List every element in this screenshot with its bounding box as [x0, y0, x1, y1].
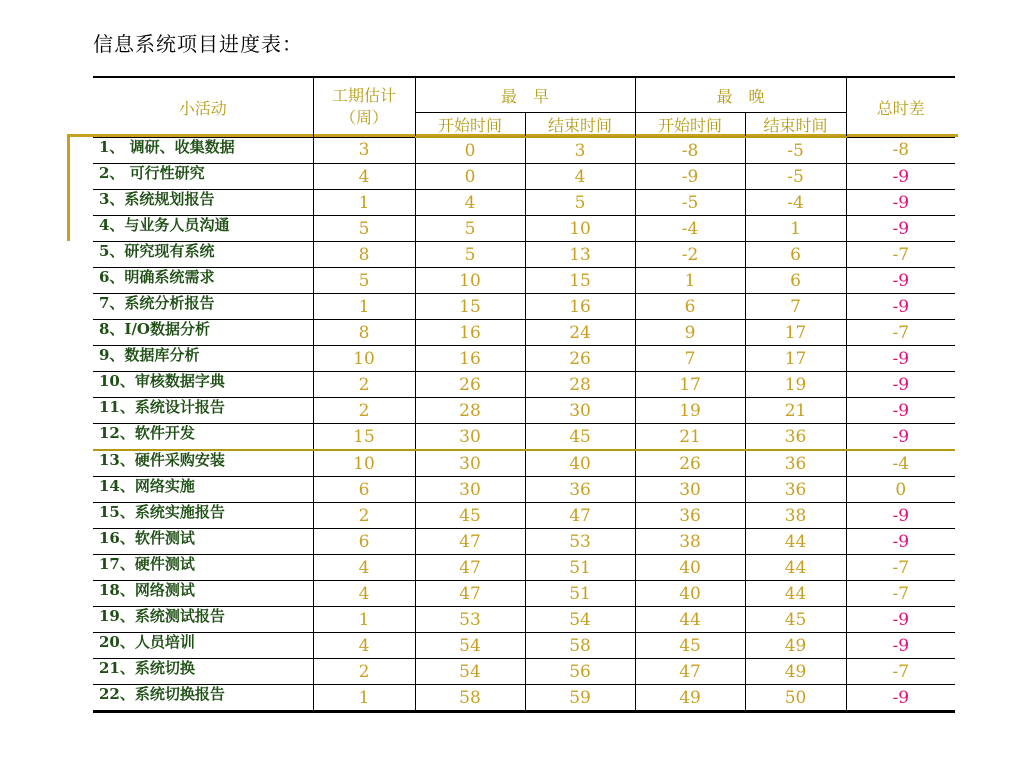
activity-cell: 13、硬件采购安装 [93, 450, 313, 477]
header-earliest-start: 开始时间 [415, 113, 525, 138]
duration-cell: 4 [313, 555, 415, 581]
earliest-start-cell: 16 [415, 320, 525, 346]
table-row [93, 137, 955, 164]
table-row [93, 659, 955, 685]
latest-start-cell: -4 [635, 216, 745, 242]
earliest-start-cell: 0 [415, 137, 525, 164]
latest-finish-cell: 17 [745, 346, 846, 372]
table-row [93, 529, 955, 555]
latest-start-cell: 40 [635, 581, 745, 607]
latest-finish-cell: -4 [745, 190, 846, 216]
latest-start-cell: -8 [635, 137, 745, 164]
activity-cell: 20、人员培训 [93, 633, 313, 659]
table-row [93, 398, 955, 424]
latest-finish-cell: 49 [745, 659, 846, 685]
activity-cell: 2、 可行性研究 [93, 164, 313, 190]
duration-cell: 5 [313, 216, 415, 242]
table-row [93, 268, 955, 294]
latest-finish-cell: 38 [745, 503, 846, 529]
duration-cell: 1 [313, 190, 415, 216]
activity-cell: 19、系统测试报告 [93, 607, 313, 633]
duration-cell: 2 [313, 659, 415, 685]
header-latest-start: 开始时间 [635, 113, 745, 138]
earliest-start-cell: 15 [415, 294, 525, 320]
latest-finish-cell: 44 [745, 581, 846, 607]
latest-start-cell: 40 [635, 555, 745, 581]
earliest-finish-cell: 56 [525, 659, 635, 685]
activity-cell: 5、研究现有系统 [93, 242, 313, 268]
activity-cell: 14、网络实施 [93, 477, 313, 503]
earliest-start-cell: 30 [415, 450, 525, 477]
duration-cell: 1 [313, 685, 415, 712]
activity-cell: 15、系统实施报告 [93, 503, 313, 529]
header-duration [313, 77, 415, 137]
total-float-cell: 0 [846, 477, 955, 503]
activity-cell: 8、I/O数据分析 [93, 320, 313, 346]
activity-cell: 12、软件开发 [93, 424, 313, 451]
header-latest: 最 晚 [635, 77, 846, 113]
earliest-start-cell: 30 [415, 424, 525, 451]
table-row [93, 685, 955, 712]
table-row [93, 242, 955, 268]
duration-cell: 5 [313, 268, 415, 294]
table-row [93, 424, 955, 451]
header-activity: 小活动 [93, 77, 313, 137]
earliest-start-cell: 47 [415, 529, 525, 555]
earliest-start-cell: 4 [415, 190, 525, 216]
table-row [93, 581, 955, 607]
duration-cell: 4 [313, 581, 415, 607]
earliest-finish-cell: 4 [525, 164, 635, 190]
duration-cell: 4 [313, 633, 415, 659]
latest-finish-cell: 36 [745, 477, 846, 503]
earliest-start-cell: 26 [415, 372, 525, 398]
latest-start-cell: 9 [635, 320, 745, 346]
earliest-start-cell: 45 [415, 503, 525, 529]
earliest-finish-cell: 13 [525, 242, 635, 268]
header-total-float: 总时差 [846, 77, 955, 137]
latest-finish-cell: 21 [745, 398, 846, 424]
earliest-finish-cell: 40 [525, 450, 635, 477]
latest-finish-cell: -5 [745, 164, 846, 190]
duration-cell: 6 [313, 477, 415, 503]
table-row [93, 477, 955, 503]
earliest-finish-cell: 28 [525, 372, 635, 398]
total-float-cell: -7 [846, 320, 955, 346]
total-float-cell: -9 [846, 164, 955, 190]
latest-start-cell: -9 [635, 164, 745, 190]
activity-cell: 6、明确系统需求 [93, 268, 313, 294]
earliest-finish-cell: 47 [525, 503, 635, 529]
table-row [93, 320, 955, 346]
activity-cell: 17、硬件测试 [93, 555, 313, 581]
page-title: 信息系统项目进度表： [93, 32, 303, 56]
latest-start-cell: 30 [635, 477, 745, 503]
latest-finish-cell: -5 [745, 137, 846, 164]
table-row [93, 450, 955, 477]
latest-finish-cell: 7 [745, 294, 846, 320]
activity-cell: 3、系统规划报告 [93, 190, 313, 216]
total-float-cell: -9 [846, 685, 955, 712]
earliest-finish-cell: 51 [525, 581, 635, 607]
activity-cell: 10、审核数据字典 [93, 372, 313, 398]
activity-cell: 11、系统设计报告 [93, 398, 313, 424]
earliest-finish-cell: 54 [525, 607, 635, 633]
latest-start-cell: -5 [635, 190, 745, 216]
total-float-cell: -4 [846, 450, 955, 477]
latest-start-cell: 38 [635, 529, 745, 555]
latest-start-cell: 21 [635, 424, 745, 451]
latest-start-cell: 49 [635, 685, 745, 712]
duration-cell: 1 [313, 607, 415, 633]
table-row [93, 346, 955, 372]
latest-start-cell: 6 [635, 294, 745, 320]
latest-start-cell: 26 [635, 450, 745, 477]
total-float-cell: -7 [846, 242, 955, 268]
activity-cell: 22、系统切换报告 [93, 685, 313, 712]
header-earliest: 最 早 [415, 77, 635, 113]
table-row [93, 555, 955, 581]
duration-cell: 10 [313, 450, 415, 477]
header-latest-finish: 结束时间 [745, 113, 846, 138]
latest-start-cell: 47 [635, 659, 745, 685]
latest-finish-cell: 44 [745, 555, 846, 581]
table-row [93, 633, 955, 659]
table-row [93, 503, 955, 529]
duration-cell: 1 [313, 294, 415, 320]
earliest-start-cell: 28 [415, 398, 525, 424]
earliest-finish-cell: 5 [525, 190, 635, 216]
earliest-start-cell: 58 [415, 685, 525, 712]
duration-cell: 8 [313, 242, 415, 268]
latest-start-cell: 36 [635, 503, 745, 529]
earliest-finish-cell: 59 [525, 685, 635, 712]
total-float-cell: -9 [846, 424, 955, 451]
earliest-start-cell: 54 [415, 633, 525, 659]
latest-finish-cell: 36 [745, 450, 846, 477]
table-row [93, 607, 955, 633]
total-float-cell: -9 [846, 529, 955, 555]
latest-finish-cell: 6 [745, 268, 846, 294]
duration-cell: 15 [313, 424, 415, 451]
earliest-start-cell: 5 [415, 216, 525, 242]
table-row [93, 372, 955, 398]
total-float-cell: -7 [846, 581, 955, 607]
latest-start-cell: 7 [635, 346, 745, 372]
total-float-cell: -9 [846, 633, 955, 659]
latest-start-cell: 17 [635, 372, 745, 398]
total-float-cell: -9 [846, 268, 955, 294]
duration-cell: 3 [313, 137, 415, 164]
earliest-finish-cell: 36 [525, 477, 635, 503]
earliest-start-cell: 47 [415, 555, 525, 581]
header-earliest-finish: 结束时间 [525, 113, 635, 138]
latest-finish-cell: 6 [745, 242, 846, 268]
latest-finish-cell: 45 [745, 607, 846, 633]
table-body [93, 137, 955, 712]
total-float-cell: -9 [846, 216, 955, 242]
activity-cell: 18、网络测试 [93, 581, 313, 607]
activity-cell: 4、与业务人员沟通 [93, 216, 313, 242]
latest-finish-cell: 50 [745, 685, 846, 712]
table-row [93, 164, 955, 190]
earliest-start-cell: 0 [415, 164, 525, 190]
total-float-cell: -9 [846, 372, 955, 398]
activity-cell: 9、数据库分析 [93, 346, 313, 372]
earliest-finish-cell: 10 [525, 216, 635, 242]
earliest-finish-cell: 24 [525, 320, 635, 346]
earliest-finish-cell: 45 [525, 424, 635, 451]
earliest-start-cell: 10 [415, 268, 525, 294]
table-row [93, 216, 955, 242]
latest-start-cell: 19 [635, 398, 745, 424]
total-float-cell: -9 [846, 294, 955, 320]
total-float-cell: -9 [846, 190, 955, 216]
total-float-cell: -7 [846, 659, 955, 685]
activity-cell: 16、软件测试 [93, 529, 313, 555]
earliest-start-cell: 5 [415, 242, 525, 268]
earliest-start-cell: 16 [415, 346, 525, 372]
earliest-finish-cell: 26 [525, 346, 635, 372]
total-float-cell: -7 [846, 555, 955, 581]
earliest-finish-cell: 53 [525, 529, 635, 555]
latest-start-cell: -2 [635, 242, 745, 268]
activity-cell: 7、系统分析报告 [93, 294, 313, 320]
table-header [93, 77, 955, 137]
earliest-start-cell: 53 [415, 607, 525, 633]
activity-cell: 21、系统切换 [93, 659, 313, 685]
total-float-cell: -9 [846, 398, 955, 424]
duration-cell: 6 [313, 529, 415, 555]
header-duration-line2: （周） [339, 108, 388, 128]
duration-cell: 8 [313, 320, 415, 346]
duration-cell: 2 [313, 372, 415, 398]
latest-finish-cell: 1 [745, 216, 846, 242]
total-float-cell: -9 [846, 503, 955, 529]
latest-finish-cell: 17 [745, 320, 846, 346]
total-float-cell: -8 [846, 137, 955, 164]
earliest-finish-cell: 58 [525, 633, 635, 659]
duration-cell: 2 [313, 398, 415, 424]
duration-cell: 2 [313, 503, 415, 529]
latest-start-cell: 44 [635, 607, 745, 633]
latest-finish-cell: 49 [745, 633, 846, 659]
schedule-table [93, 76, 955, 713]
duration-cell: 10 [313, 346, 415, 372]
earliest-finish-cell: 30 [525, 398, 635, 424]
earliest-finish-cell: 51 [525, 555, 635, 581]
latest-start-cell: 45 [635, 633, 745, 659]
earliest-start-cell: 54 [415, 659, 525, 685]
earliest-finish-cell: 15 [525, 268, 635, 294]
duration-cell: 4 [313, 164, 415, 190]
total-float-cell: -9 [846, 607, 955, 633]
latest-finish-cell: 19 [745, 372, 846, 398]
earliest-start-cell: 47 [415, 581, 525, 607]
table-row [93, 294, 955, 320]
earliest-start-cell: 30 [415, 477, 525, 503]
latest-start-cell: 1 [635, 268, 745, 294]
earliest-finish-cell: 16 [525, 294, 635, 320]
header-duration-line1: 工期估计 [331, 86, 396, 106]
table-row [93, 190, 955, 216]
activity-cell: 1、 调研、收集数据 [93, 137, 313, 164]
total-float-cell: -9 [846, 346, 955, 372]
latest-finish-cell: 36 [745, 424, 846, 451]
latest-finish-cell: 44 [745, 529, 846, 555]
earliest-finish-cell: 3 [525, 137, 635, 164]
